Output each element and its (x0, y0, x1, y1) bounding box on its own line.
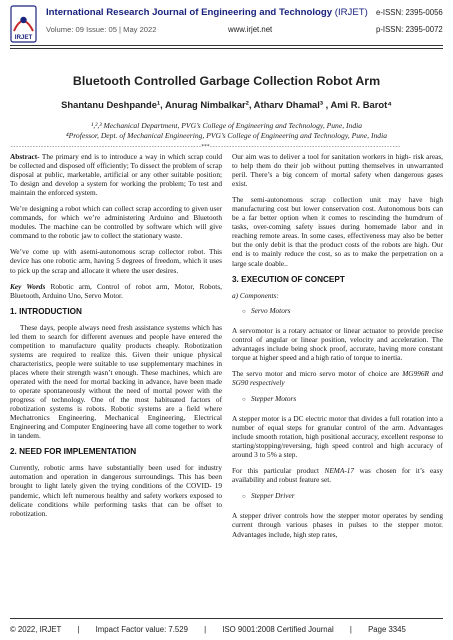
keywords-text: Robotic arm, Control of robot arm, Motor, Robots, Bluetooth, Arduino Uno, Servo Motor. (10, 281, 222, 300)
driver-para: A stepper driver controls how the stepper motor operates by sending current through various phases in pulses to the stepper motor. Advantages include, high step rates, (232, 511, 443, 539)
abstract-para-2: We’re designing a robot which can collect scrap according to given user commands, for which we’re administering Arduino and Bluetooth modules. The machine can be controlled by software which will give command to the robotic jaw to collect the stationary waste. (10, 204, 222, 241)
servo-para-2 (232, 369, 443, 387)
footer-copyright: © 2022, IRJET (10, 625, 62, 634)
need-text: Currently, robotic arms have substantially been used for industry automation and operation in dangerous surroundings. This has been brought to light lately given the trying conditions of the COVID- 19 pandemic, which left numerous healthy and safety workers exposed to delicate conditions while performing tasks that can be offset to robotization. (10, 463, 222, 518)
header-rule-2 (10, 48, 443, 49)
heading-introduction: 1. INTRODUCTION (10, 306, 82, 316)
separator-line: ---------------------------------------------------------------------***--------------------------------------------------------------------- (10, 144, 401, 150)
paper-title: Bluetooth Controlled Garbage Collection Robot Arm (72, 74, 381, 88)
bullet-servo-label: Servo Motors (251, 305, 291, 315)
irjet-logo (10, 5, 37, 43)
servo-models: MG996R and SG90 respectively (232, 368, 443, 387)
abstract-para-3: We’ve come up with asemi-autonomous scrap collector robot. This device has one robotic arm, having 5 degrees of freedom, which it uses to pick up the scrap and allocate it where the user desires. (10, 247, 222, 275)
pissn: p-ISSN: 2395-0072 (376, 25, 443, 34)
stepper-model: NEMA-17 (324, 466, 355, 476)
bullet-icon: ○ (242, 494, 246, 501)
header-rule (10, 45, 443, 46)
abstract-text: The primary end is to introduce a way in which scrap could be collected and disposed off efficiently; To dissect the problem of scrap disposal at public, marketable, artificial or any other suitable position; To design and develop a system for working the problem; To test and maintain the enforced system. (10, 152, 222, 198)
bullet-icon: ○ (242, 396, 246, 403)
page-footer: © 2022, IRJET | Impact Factor value: 7.529 | ISO 9001:2008 Certified Journal | Page 3345 (10, 625, 406, 634)
stepper-para-2c: was chosen for it’s easy availability and robust feature set. (232, 466, 443, 485)
servo-para-2-text: The servo motor and micro servo motor of choice are (232, 368, 403, 378)
right-para-2: The semi-autonomous scrap collection unit may have high manufacturing cost but lower conservation cost. Autonomous bots can be a far better option when it comes to rescinding the humdrum of tasks, over-coming safety issues during homemade labor and in reaching remote areas. In some cases, effectiveness may also be better but the only debit is that the product costs of the robots are high. Our end is to mainly reduce the cost, so as to make the perpetration on a large scale doable.. (232, 195, 443, 268)
heading-execution: 3. EXECUTION OF CONCEPT (232, 274, 345, 284)
bullet-stepper-label: Stepper Motors (251, 393, 297, 403)
servo-para-1: A servomotor is a rotary actuator or linear actuator to provide precise control of angular or linear position, velocity and acceleration. The advantages include being shock proof, accurate, having more constant torque at higher speed and a high ratio of torque to inertia. (232, 325, 443, 362)
footer-iso: ISO 9001:2008 Certified Journal (222, 625, 334, 634)
footer-page: Page 3345 (368, 625, 406, 634)
affiliation-2: ⁴Professor, Dept. of Mechanical Engineering, PVG’s College of Engineering and Technology, Pune, India (65, 131, 388, 140)
keywords-label: Key Words (10, 281, 46, 291)
abstract (10, 152, 222, 197)
footer-impact: Impact Factor value: 7.529 (95, 625, 188, 634)
heading-need: 2. NEED FOR IMPLEMENTATION (10, 447, 137, 457)
bullet-icon: ○ (242, 308, 246, 315)
stepper-para-2a: For this particular product (232, 466, 325, 476)
journal-url[interactable]: www.irjet.net (228, 25, 273, 34)
logo-text: IRJET (14, 34, 33, 41)
volume-issue: Volume: 09 Issue: 05 | May 2022 (46, 25, 157, 34)
components-label: a) Components: (232, 290, 279, 300)
page-header (0, 0, 453, 50)
bullet-driver (242, 491, 443, 502)
right-column (232, 152, 443, 546)
intro-text: These days, people always need fresh assistance systems which has led them to search for different avenues and people have entered the competition to manufacture quality products cheaply. Robotization systems are required to realize this. Given their unique physical characteristics, people were suitable to use supplementary machines in places where their strength wasn’t enough. These machines, which are operated with the need for mortal backing in advance, have been made to operate spontaneously without the need of mortal power with the progress of technology. One of the most habituated factors of robotization systems is robots. Robotic systems are a field where Mechatronics Engineering, Mechanical Engineering, Electrical Engineering and Computer Engineering have all come together to work in tandem. (10, 322, 222, 441)
journal-name (46, 7, 368, 18)
footer-rule (10, 618, 443, 619)
bullet-servo (242, 306, 443, 317)
right-para-1: Our aim was to deliver a tool for sanitation workers in high- risk areas, to help them do their job without putting themselves in unwarranted peril. There’s a big concern of mortal safety when dangerous gases exist. (232, 152, 443, 189)
paper-authors: Shantanu Deshpande¹, Anurag Nimbalkar², Atharv Dhamal³ , Ami R. Barot⁴ (61, 99, 392, 110)
bullet-driver-label: Stepper Driver (251, 491, 295, 501)
bullet-stepper (242, 394, 443, 405)
stepper-para-2 (232, 466, 443, 484)
affiliation-1: ¹,²,³ Mechanical Department, PVG’s College of Engineering and Technology, Pune, India (90, 121, 363, 130)
journal-abbr: (IRJET) (334, 7, 368, 18)
left-column (10, 152, 222, 525)
stepper-para-1: A stepper motor is a DC electric motor that divides a full rotation into a number of equal steps for granular control of the arm. Advantages include smooth rotation, high positional accuracy, excellent response to starting/stopping/reversing, high speed control and high accuracy of around 3 to 5% a step. (232, 414, 443, 460)
keywords (10, 282, 222, 300)
eissn: e-ISSN: 2395-0056 (376, 8, 443, 17)
abstract-label: Abstract- (10, 152, 40, 161)
journal-title: International Research Journal of Engineering and Technology (46, 7, 333, 18)
